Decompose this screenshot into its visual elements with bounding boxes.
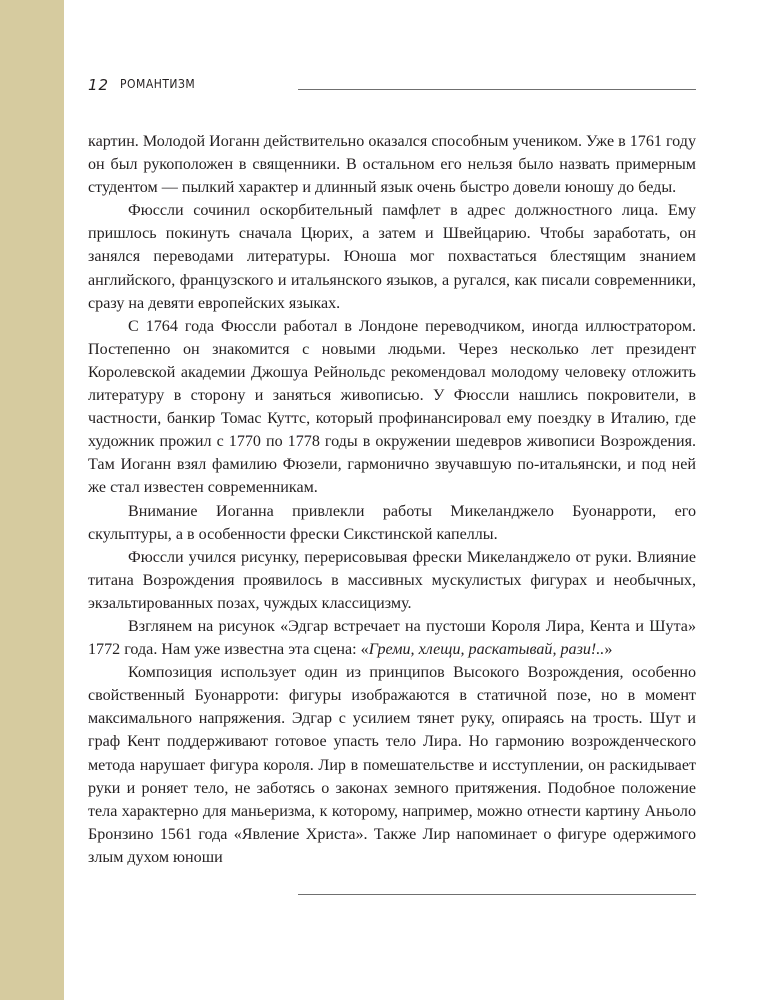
paragraph: Внимание Иоганна привлекли работы Микеланджело Буонарроти, его скульптуры, а в особенности фрески Сикстинской капеллы. — [88, 502, 696, 543]
paragraph-text: » — [604, 641, 613, 659]
paragraph-text: Взглянем на рисунок «Эдгар встречает на пустоши Короля Лира, Кента и Шута» 1772 года. Нам уже известна эта сцена: « — [88, 617, 696, 659]
running-header — [88, 76, 696, 100]
header-rule — [298, 89, 696, 90]
footer-rule — [298, 894, 696, 895]
paragraph: Фюссли учился рисунку, перерисовывая фрески Микеланджело от руки. Влияние титана Возрождения проявилось в массивных мускулистых фигурах и необычных, экзальтированных позах, чуждых классицизму. — [88, 548, 696, 612]
paragraph: Композиция использует один из принципов Высокого Возрождения, особенно свойственный Буонарроти: фигуры изображаются в статичной позе, но в момент максимального напряжения. Эдгар с усилием тянет руку, опираясь на трость. Шут и граф Кент поддерживают готовое упасть тело Лира. Но гармонию возрожденческого метода нарушает фигура короля. Лир в помешательстве и исступлении, он раскидывает руки и роняет тело, не заботясь о законах земного притяжения. Подобное положение тела характерно для маньеризма, к которому, например, можно отнести картину Аньоло Бронзино 1561 года «Явление Христа». Также Лир напоминает о фигуре одержимого злым духом юноши — [88, 664, 696, 866]
paragraph: Фюссли сочинил оскорбительный памфлет в адрес должностного лица. Ему пришлось покинуть сначала Цюрих, а затем и Швейцарию. Чтобы заработать, он занялся переводами литературы. Юноша мог похвастаться блестящим знанием английского, французского и итальянского языков, а ругался, как писали современники, сразу на девяти европейских языках. — [88, 202, 696, 312]
paragraph: С 1764 года Фюссли работал в Лондоне переводчиком, иногда иллюстратором. Постепенно он знакомится с новыми людьми. Через несколько лет президент Королевской академии Джошуа Рейнольдс рекомендовал молодому человеку отложить литературу в сторону и заняться живописью. У Фюссли нашлись покровители, в частности, банкир Томас Куттс, который профинансировал ему поездку в Италию, где художник прожил с 1770 по 1778 годы в окружении шедевров живописи Возрождения. Там Иоганн взял фамилию Фюзели, гармонично звучавшую по-итальянски, и под ней же стал известен современникам. — [88, 317, 696, 497]
body-text — [88, 130, 696, 869]
page-number: 12 — [88, 76, 110, 94]
page-edge-strip — [0, 0, 64, 1000]
quote-text: Греми, хлещи, раскатывай, рази!.. — [368, 641, 605, 659]
paragraph: картин. Молодой Иоганн действительно оказался способным учеником. Уже в 1761 году он был рукоположен в священники. В остальном его нельзя было назвать примерным студентом — пылкий характер и длинный язык очень быстро довели юношу до беды. — [88, 133, 696, 197]
running-head-title: РОМАНТИЗМ — [120, 77, 196, 91]
paragraph-with-quote — [88, 615, 696, 661]
